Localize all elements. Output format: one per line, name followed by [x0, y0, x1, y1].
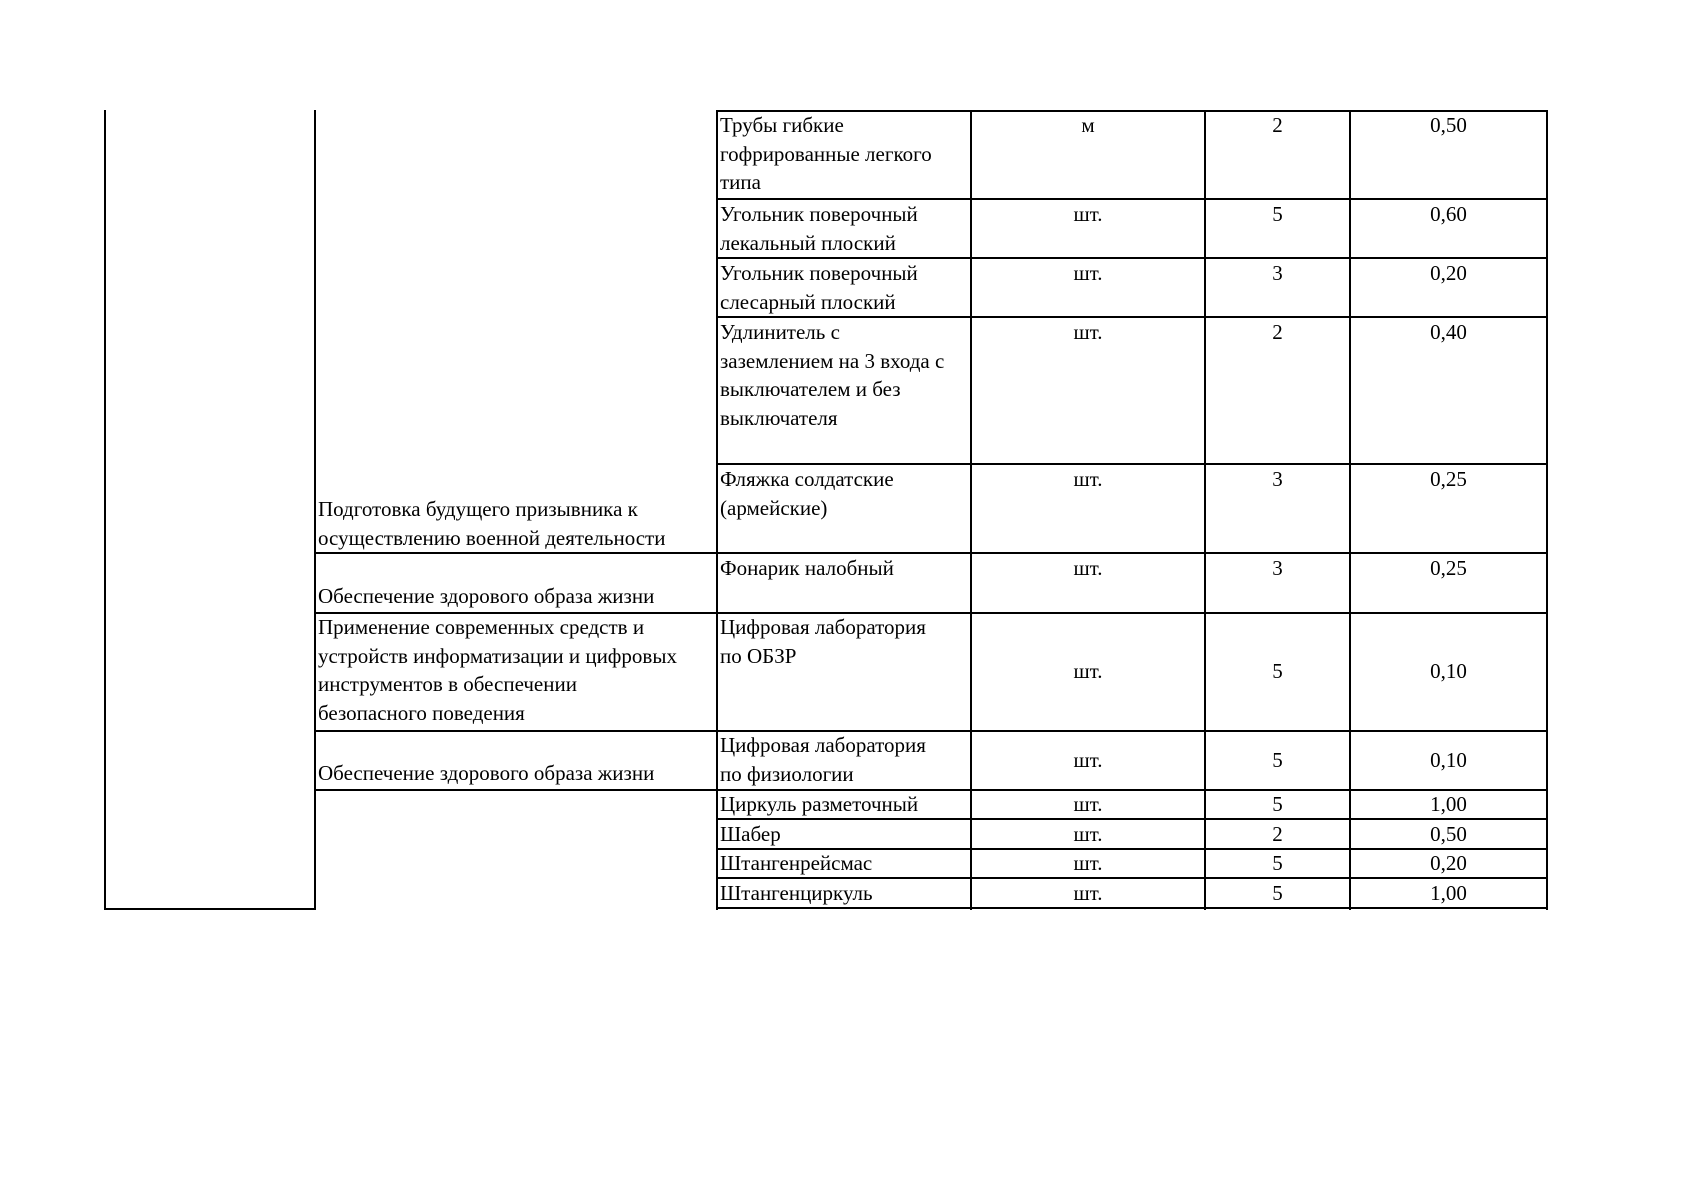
row-1-coef: 0,60 [1430, 202, 1467, 226]
row-4-unit: шт. [1073, 467, 1103, 491]
row-2-name: Угольник поверочный слесарный плоский [720, 261, 918, 314]
row-7-unit: шт. [1073, 748, 1103, 772]
row-6-qty: 5 [1272, 659, 1283, 683]
row-3-qty: 2 [1272, 320, 1283, 344]
row-4-qty: 3 [1272, 467, 1283, 491]
row-6-name: Цифровая лаборатория по ОБЗР [720, 615, 926, 668]
topic-separator-1 [314, 552, 716, 554]
topic-cell-digital-tools: Применение современных средств и устройств информатизации и цифровых инструментов в обеспечении безопасного поведения [318, 615, 677, 725]
row-9-name: Шабер [720, 822, 781, 846]
row-3-unit: шт. [1073, 320, 1103, 344]
row-1-unit: шт. [1073, 202, 1103, 226]
row-10-qty: 5 [1272, 851, 1283, 875]
topic-cell-healthy-lifestyle-2: Обеспечение здорового образа жизни [318, 761, 655, 785]
col1-left-border [104, 110, 106, 910]
row-1-name: Угольник поверочный лекальный плоский [720, 202, 918, 255]
row-1-qty: 5 [1272, 202, 1283, 226]
row-3-name: Удлинитель с заземлением на 3 входа с выключателем и без выключателя [720, 320, 945, 430]
row-7-name: Цифровая лаборатория по физиологии [720, 733, 926, 786]
topic-cell-healthy-lifestyle: Обеспечение здорового образа жизни [318, 584, 655, 608]
row-11-coef: 1,00 [1430, 881, 1467, 905]
row-7-coef: 0,10 [1430, 748, 1467, 772]
topic-cell-military: Подготовка будущего призывника к осуществлению военной деятельности [318, 497, 666, 550]
row-8-unit: шт. [1073, 792, 1103, 816]
row-0-unit: м [1081, 113, 1095, 137]
row-8-qty: 5 [1272, 792, 1283, 816]
topic-separator-4 [314, 789, 716, 791]
col1-bottom-border [104, 908, 316, 910]
row-7-qty: 5 [1272, 748, 1283, 772]
row-0-coef: 0,50 [1430, 113, 1467, 137]
row-5-coef: 0,25 [1430, 556, 1467, 580]
row-6-unit: шт. [1073, 659, 1103, 683]
row-8-name: Циркуль разметочный [720, 792, 919, 816]
topic-separator-3 [314, 730, 716, 732]
row-0-qty: 2 [1272, 113, 1283, 137]
row-2-coef: 0,20 [1430, 261, 1467, 285]
row-8-coef: 1,00 [1430, 792, 1467, 816]
row-4-name: Фляжка солдатские (армейские) [720, 467, 894, 520]
row-5-qty: 3 [1272, 556, 1283, 580]
row-10-unit: шт. [1073, 851, 1103, 875]
row-5-unit: шт. [1073, 556, 1103, 580]
row-11-qty: 5 [1272, 881, 1283, 905]
row-2-qty: 3 [1272, 261, 1283, 285]
row-6-coef: 0,10 [1430, 659, 1467, 683]
row-5-name: Фонарик налобный [720, 556, 894, 580]
row-3-coef: 0,40 [1430, 320, 1467, 344]
row-2-unit: шт. [1073, 261, 1103, 285]
row-0-name: Трубы гибкие гофрированные легкого типа [720, 113, 932, 194]
row-4-coef: 0,25 [1430, 467, 1467, 491]
row-9-coef: 0,50 [1430, 822, 1467, 846]
row-9-qty: 2 [1272, 822, 1283, 846]
row-11-unit: шт. [1073, 881, 1103, 905]
row-10-coef: 0,20 [1430, 851, 1467, 875]
row-10-name: Штангенрейсмас [720, 851, 873, 875]
row-9-unit: шт. [1073, 822, 1103, 846]
row-11-name: Штангенциркуль [720, 881, 873, 905]
